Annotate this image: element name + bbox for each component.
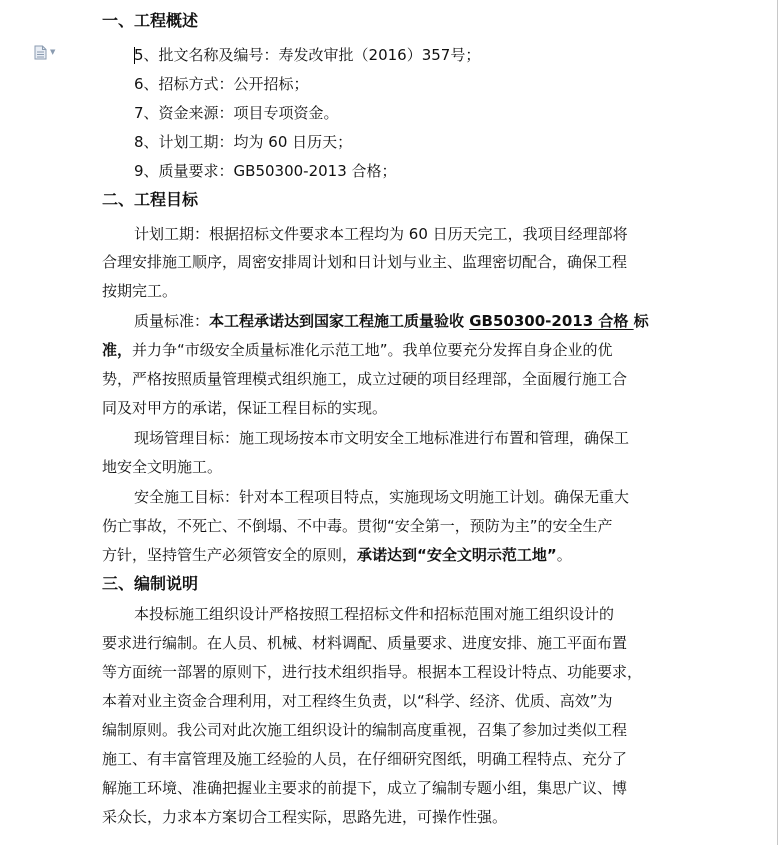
schedule-line-2: 合理安排施工顺序，周密安排周计划和日计划与业主、监理密切配合，确保工程 [102, 253, 628, 271]
site-line-2: 地安全文明施工。 [102, 458, 223, 476]
quality-line-2-text: 并力争“市级安全质量标准化示范工地”。我单位要充分发挥自身企业的优 [132, 341, 613, 359]
overview-item-9: 9、质量要求：GB50300-2013 合格； [134, 162, 397, 180]
site-line-1: 现场管理目标：施工现场按本市文明安全工地标准进行布置和管理，确保工 [134, 429, 630, 447]
quality-commitment: 本工程承诺达到国家工程施工质量验收 [209, 312, 470, 330]
quality-label: 质量标准： [134, 312, 210, 330]
chevron-down-icon[interactable]: ▼ [50, 47, 56, 56]
notes-line-4: 本着对业主资金合理利用，对工程终生负责，以“科学、经济、优质、高效”为 [102, 692, 613, 710]
safety-line-3-text: 方针，坚持管生产必须管安全的原则， [102, 546, 358, 564]
safety-line-3 [102, 544, 572, 566]
notes-line-5: 编制原则。我公司对此次施工组织设计的编制高度重视，召集了参加过类似工程 [102, 721, 628, 739]
safety-line-1: 安全施工目标：针对本工程项目特点，实施现场文明施工计划。确保无重大 [134, 488, 630, 506]
schedule-line-3: 按期完工。 [102, 282, 178, 300]
quality-line-2-bold: 准， [102, 341, 133, 359]
document-icon[interactable] [34, 44, 60, 60]
page-glyph-icon [34, 45, 47, 60]
notes-line-3: 等方面统一部署的原则下，进行技术组织指导。根据本工程设计特点、功能要求， [102, 663, 643, 681]
quality-line-1 [134, 310, 649, 332]
notes-line-1: 本投标施工组织设计严格按照工程招标文件和招标范围对施工组织设计的 [134, 605, 615, 623]
overview-item-5: 5、批文名称及编号：寿发改审批（2016）357号； [134, 46, 481, 64]
safety-line-2: 伤亡事故，不死亡、不倒塌、不中毒。贯彻“安全第一，预防为主”的安全生产 [102, 517, 613, 535]
schedule-line-1: 计划工期：根据招标文件要求本工程均为 60 日历天完工，我项目经理部将 [134, 225, 628, 243]
notes-line-8: 采众长，力求本方案切合工程实际，思路先进，可操作性强。 [102, 808, 508, 826]
overview-item-7: 7、资金来源：项目专项资金。 [134, 104, 339, 122]
safety-commitment: 承诺达到“安全文明示范工地” [357, 546, 557, 564]
heading-overview: 一、工程概述 [102, 11, 199, 30]
safety-line-3-end: 。 [556, 546, 572, 564]
notes-line-6: 施工、有丰富管理及施工经验的人员，在仔细研究图纸，明确工程特点、充分了 [102, 750, 628, 768]
quality-line-3: 势，严格按照质量管理模式组织施工，成立过硬的项目经理部，全面履行施工合 [102, 370, 628, 388]
quality-line-4: 同及对甲方的承诺，保证工程目标的实现。 [102, 399, 388, 417]
heading-notes: 三、编制说明 [102, 574, 199, 593]
quality-standard-code: GB50300-2013 合格 [469, 312, 634, 330]
quality-commitment-tail: 标 [633, 312, 649, 330]
notes-line-7: 解施工环境、准确把握业主要求的前提下，成立了编制专题小组，集思广议、博 [102, 779, 628, 797]
heading-goals: 二、工程目标 [102, 190, 199, 209]
quality-line-2 [102, 339, 613, 361]
overview-item-6: 6、招标方式：公开招标； [134, 75, 309, 93]
notes-line-2: 要求进行编制。在人员、机械、材料调配、质量要求、进度安排、施工平面布置 [102, 634, 628, 652]
overview-item-8: 8、计划工期：均为 60 日历天； [134, 133, 353, 151]
